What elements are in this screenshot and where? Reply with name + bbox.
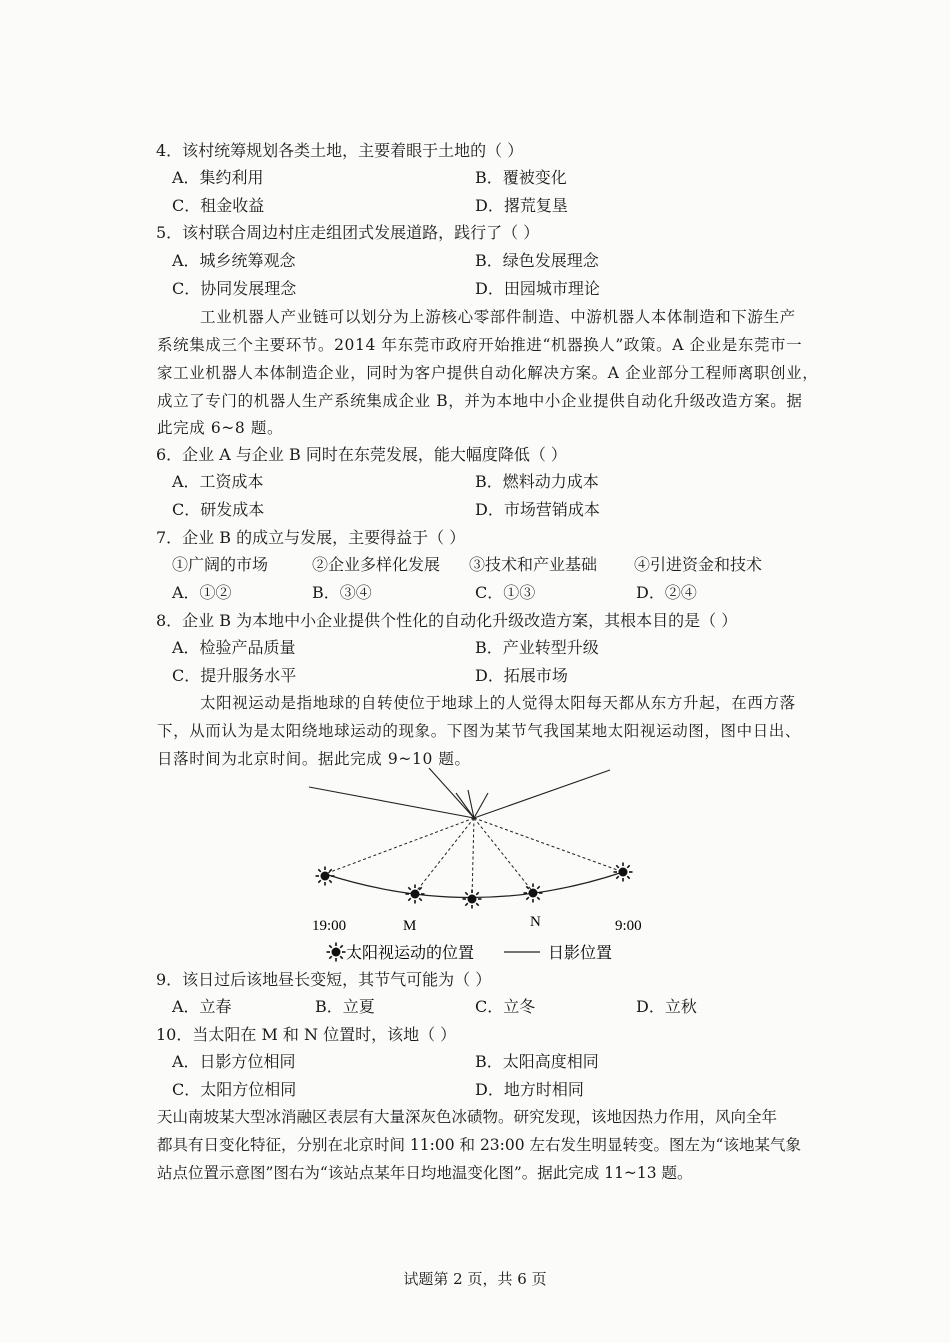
q4-option-d: D．撂荒复垦 — [475, 196, 568, 215]
passage3-line: 站点位置示意图”图右为“该站点某年日均地温变化图”。据此完成 11~13 题。 — [157, 1164, 693, 1182]
question-8-stem: 8．企业 B 为本地中小企业提供个性化的自动化升级改造方案，其根本目的是（ ） — [156, 611, 738, 630]
q7-option-b: B．③④ — [312, 583, 372, 602]
q7-item-3: ③技术和产业基础 — [469, 555, 598, 574]
passage1-line: 工业机器人产业链可以划分为上游核心零部件制造、中游机器人本体制造和下游生产 — [200, 308, 796, 326]
passage2-line: 下，从而认为是太阳绕地球运动的现象。下图为某节气我国某地太阳视运动图，图中日出、 — [157, 722, 802, 740]
sun-icon — [406, 885, 425, 904]
legend-sun-icon — [327, 943, 346, 962]
passage2-line: 太阳视运动是指地球的自转使位于地球上的人觉得太阳每天都从东方升起，在西方落 — [200, 694, 796, 712]
q5-option-b: B．绿色发展理念 — [475, 251, 599, 270]
q7-item-2: ②企业多样化发展 — [312, 555, 441, 574]
q8-option-a: A．检验产品质量 — [172, 638, 296, 657]
passage2-line: 日落时间为北京时间。据此完成 9~10 题。 — [157, 750, 471, 768]
sun-ray — [415, 818, 474, 893]
passage1-line: 家工业机器人本体制造企业，同时为客户提供自动化解决方案。A 企业部分工程师离职创业， — [157, 364, 819, 382]
q6-option-b: B．燃料动力成本 — [475, 472, 599, 491]
q5-option-a: A．城乡统筹观念 — [172, 251, 296, 270]
shadow-lines — [309, 768, 610, 818]
q7-option-c: C．①③ — [475, 583, 536, 602]
q10-option-d: D．地方时相同 — [475, 1080, 584, 1099]
question-7-stem: 7．企业 B 的成立与发展，主要得益于（ ） — [156, 528, 466, 547]
q8-option-d: D．拓展市场 — [475, 666, 568, 685]
sun-icon — [524, 884, 543, 903]
shadow-line — [309, 787, 474, 818]
q4-option-c: C．租金收益 — [172, 196, 265, 215]
q9-option-a: A．立春 — [172, 997, 232, 1016]
q6-option-a: A．工资成本 — [172, 472, 264, 491]
q6-option-c: C．研发成本 — [172, 500, 265, 519]
q10-option-a: A．日影方位相同 — [172, 1052, 296, 1071]
passage3-line: 天山南坡某大型冰消融区表层有大量深灰色冰碛物。研究发现，该地因热力作用，风向全年 — [157, 1108, 778, 1126]
sun-icon — [316, 867, 335, 886]
sun-ray — [472, 818, 474, 898]
page-footer: 试题第 2 页，共 6 页 — [403, 1270, 547, 1288]
passage1-line: 成立了专门的机器人生产系统集成企业 B，并为本地中小企业提供自动化升级改造方案。据 — [157, 392, 803, 410]
label-n: N — [530, 914, 541, 930]
sun-icon — [327, 943, 346, 962]
sunrise-time-label: 9:00 — [615, 918, 642, 934]
question-4-stem: 4．该村统筹规划各类土地，主要着眼于土地的（ ） — [156, 141, 524, 160]
passage1-line: 系统集成三个主要环节。2014 年东莞市政府开始推进“机器换人”政策。A 企业是东莞市一 — [157, 336, 803, 354]
q9-option-b: B．立夏 — [315, 997, 375, 1016]
q5-option-c: C．协同发展理念 — [172, 279, 297, 298]
q7-option-d: D．②④ — [636, 583, 697, 602]
sun-motion-diagram — [290, 760, 670, 972]
passage3-line: 都具有日变化特征，分别在北京时间 11:00 和 23:00 左右发生明显转变。图左为“该地某气象 — [157, 1136, 801, 1154]
legend-sun-label: 太阳视运动的位置 — [346, 943, 475, 962]
sun-icon — [463, 890, 482, 909]
q5-option-d: D．田园城市理论 — [475, 279, 600, 298]
q6-option-d: D．市场营销成本 — [475, 500, 600, 519]
shadow-line — [474, 770, 610, 818]
q4-option-b: B．覆被变化 — [475, 168, 567, 187]
q7-item-4: ④引进资金和技术 — [634, 555, 763, 574]
q10-option-c: C．太阳方位相同 — [172, 1080, 297, 1099]
question-6-stem: 6．企业 A 与企业 B 同时在东莞发展，能大幅度降低（ ） — [156, 445, 567, 464]
sunset-time-label: 19:00 — [312, 918, 347, 934]
q7-option-a: A．①② — [172, 583, 232, 602]
sun-ray — [474, 818, 623, 872]
q8-option-c: C．提升服务水平 — [172, 666, 297, 685]
sun-icons — [316, 863, 633, 909]
question-10-stem: 10．当太阳在 M 和 N 位置时，该地（ ） — [156, 1025, 457, 1044]
legend-shadow-label: 日影位置 — [548, 943, 613, 962]
label-m: M — [403, 918, 417, 934]
sun-ray — [474, 818, 533, 892]
q7-item-1: ①广阔的市场 — [172, 555, 269, 574]
q4-option-a: A．集约利用 — [172, 168, 264, 187]
sun-path-arc — [325, 872, 623, 898]
q9-option-d: D．立秋 — [636, 997, 697, 1016]
q9-option-c: C．立冬 — [475, 997, 536, 1016]
passage1-line: 此完成 6~8 题。 — [157, 419, 284, 437]
question-5-stem: 5．该村联合周边村庄走组团式发展道路，践行了（ ） — [156, 223, 540, 242]
q10-option-b: B．太阳高度相同 — [475, 1052, 599, 1071]
sun-icon — [614, 863, 633, 882]
question-9-stem: 9．该日过后该地昼长变短，其节气可能为（ ） — [156, 970, 492, 989]
q8-option-b: B．产业转型升级 — [475, 638, 599, 657]
